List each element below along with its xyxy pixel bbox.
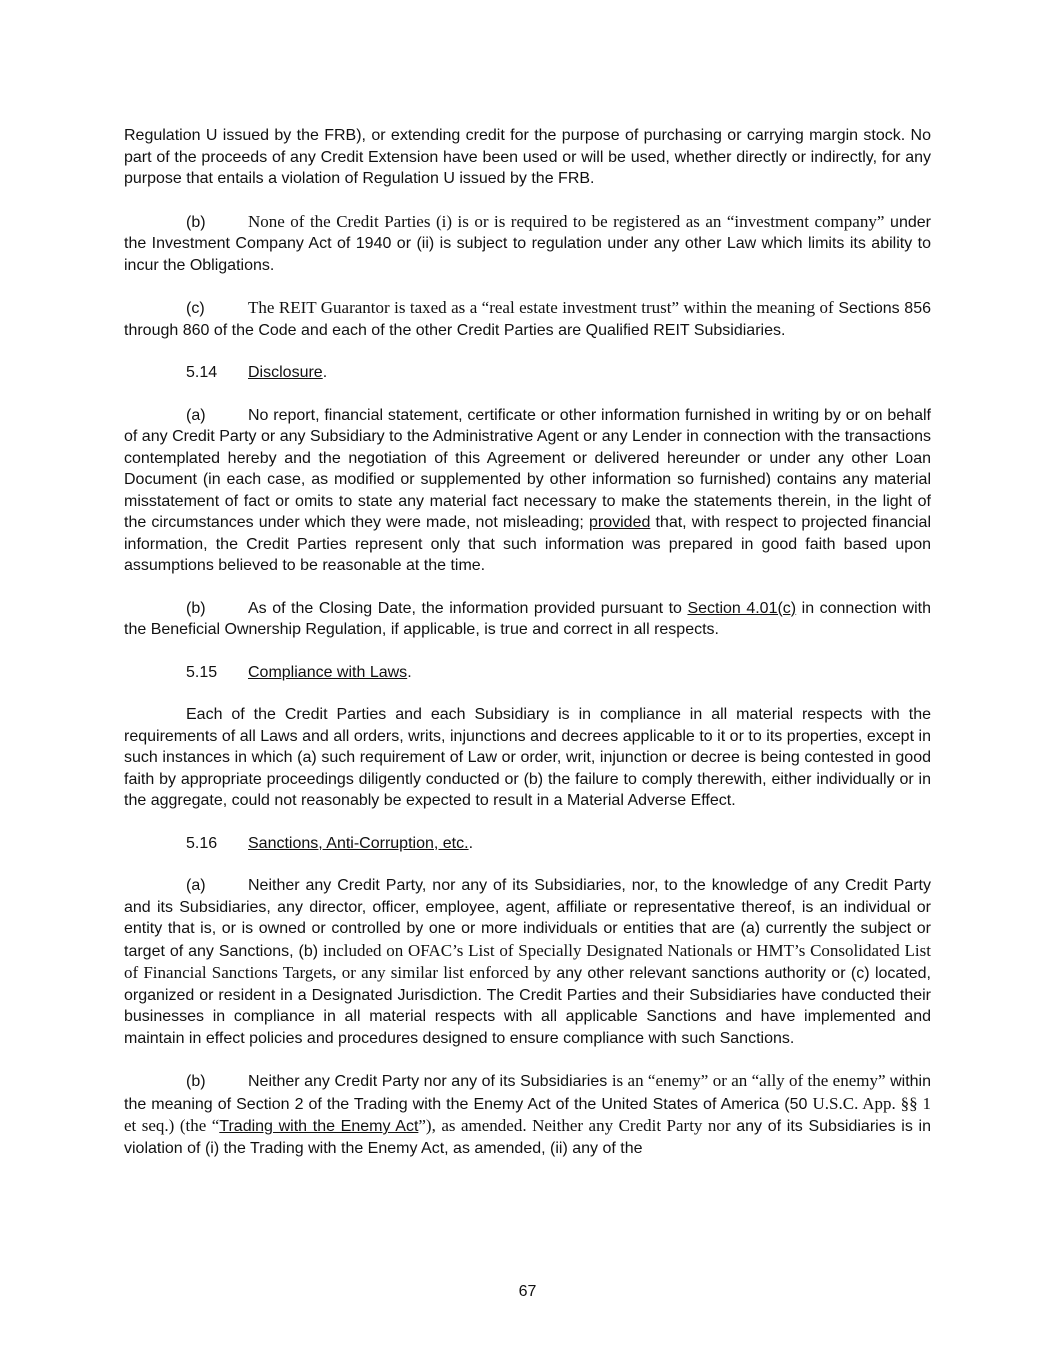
paragraph-5.13-b xyxy=(124,211,931,277)
paragraph-text-serif: The REIT Guarantor is taxed as a “real estate investment trust” within the meaning of xyxy=(248,298,834,317)
section-title: Compliance with Laws xyxy=(248,663,408,681)
paragraph-5.13-c xyxy=(124,297,931,341)
paragraph-text-serif: included on OFAC’s List of Specially Designated Nationals or HMT’s Consolidated List of Financial Sanctions Targets, or any similar list enforced by xyxy=(124,940,931,982)
paragraph-text: Neither any Credit Party nor any of its Subsidiaries xyxy=(248,1073,612,1090)
paragraph-label: (b) xyxy=(186,599,206,617)
defined-term: provided xyxy=(588,514,651,531)
paragraph-text-serif: None of the Credit Parties (i) is or is required to be registered as an “investment company” xyxy=(248,211,885,231)
paragraph-5.14-b xyxy=(124,598,931,641)
paragraph-label: (c) xyxy=(186,300,205,317)
defined-term: Trading with the Enemy Act xyxy=(219,1118,419,1135)
document-page xyxy=(124,125,931,1180)
paragraph-text: Neither any Credit Party, nor any of its Subsidiaries, nor, to the knowledge of any Credit Party and its Subsidiaries, any director, officer, employee, agent, affiliate or representative thereof, is an individual or entity that is, or is owned or controlled by one or more individuals or entities that are (a) currently the subject or target of any Sanctions, (b) xyxy=(124,877,931,960)
section-number: 5.15 xyxy=(186,663,218,681)
paragraph-text: As of the Closing Date, the information provided pursuant to xyxy=(248,599,688,617)
paragraph-text: within the meaning of Section 2 of the Trading with the Enemy Act of the United States of America (50 xyxy=(124,1073,932,1113)
paragraph-text: any of its Subsidiaries is in violation of (i) the Trading with the Enemy Act, as amended, (ii) any of the xyxy=(124,1118,931,1157)
section-number: 5.14 xyxy=(186,364,218,381)
paragraph-text-serif: ”), as amended. Neither any Credit Party nor xyxy=(418,1116,731,1135)
paragraph-text-serif: is an “enemy” or an “ally of the enemy” xyxy=(611,1071,886,1090)
section-title: Sanctions, Anti-Corruption, etc. xyxy=(248,834,469,852)
paragraph-text: under the Investment Company Act of 1940 or (ii) is subject to regulation under any other Law which limits its ability to incur the Obligations. xyxy=(124,213,931,274)
paragraph-text: that, with respect to projected financial information, the Credit Parties represent only that such information was prepared in good faith based upon assumptions believed to be reasonable at the time. xyxy=(124,514,932,574)
paragraph-5.14-a xyxy=(124,405,931,577)
paragraph-text: No report, financial statement, certificate or other information furnished in writing by or on behalf of any Credit Party or any Subsidiary to the Administrative Agent or any Lender in connection with the transactions contemplated hereby and the negotiation of this Agreement or delivered hereunder or under any other Loan Document (in each case, as modified or supplemented by other information so furnished) contains any material misstatement of fact or omits to state any material fact necessary to make the statements therein, in the light of the circumstances under which they were made, not misleading; xyxy=(124,406,931,531)
section-title: Disclosure xyxy=(248,364,323,381)
section-number: 5.16 xyxy=(186,834,218,852)
paragraph-label: (b) xyxy=(186,213,206,231)
paragraph-label: (a) xyxy=(186,406,206,424)
paragraph-5.16-b xyxy=(124,1070,931,1159)
paragraph-5.13-a-continuation: Regulation U issued by the FRB), or extending credit for the purpose of purchasing or carrying margin stock. No part of the proceeds of any Credit Extension have been used or will be used, whether directly or indirectly, for any purpose that entails a violation of Regulation U issued by the FRB. xyxy=(124,127,931,187)
paragraph-5.15: Each of the Credit Parties and each Subsidiary is in compliance in all material respects with the requirements of all Laws and all orders, writs, injunctions and decrees applicable to it or to its properties, except in such instances in which (a) such requirement of Law or order, writ, injunction or decree is being contested in good faith by appropriate proceedings diligently conducted or (b) the failure to comply therewith, either individually or in the aggregate, could not reasonably be expected to result in a Material Adverse Effect. xyxy=(124,706,931,809)
section-5.14-heading: 5.14 Disclosure. xyxy=(124,362,931,384)
section-5.16-heading: 5.16 Sanctions, Anti-Corruption, etc.. xyxy=(124,833,931,855)
paragraph-text: any other relevant sanctions authority or (c) located, organized or resident in a Designated Jurisdiction. The Credit Parties and their Subsidiaries have conducted their businesses in compliance in all material respects with all applicable Sanctions and have implemented and maintain in effect policies and procedures designed to ensure compliance with such Sanctions. xyxy=(124,965,931,1047)
paragraph-text-serif: U.S.C. App. §§ 1 et seq.) (the “ xyxy=(124,1093,932,1135)
paragraph-label: (b) xyxy=(186,1073,206,1090)
paragraph-5.16-a xyxy=(124,875,931,1049)
section-reference: Section 4.01(c) xyxy=(687,599,797,617)
page-number: 67 xyxy=(518,1283,537,1300)
paragraph-text: Sections 856 through 860 of the Code and each of the other Credit Parties are Qualified REIT Subsidiaries. xyxy=(124,300,931,339)
paragraph-text: in connection with the Beneficial Ownership Regulation, if applicable, is true and correct in all respects. xyxy=(124,599,932,638)
paragraph-label: (a) xyxy=(186,877,206,894)
section-5.15-heading: 5.15 Compliance with Laws. xyxy=(124,662,931,684)
